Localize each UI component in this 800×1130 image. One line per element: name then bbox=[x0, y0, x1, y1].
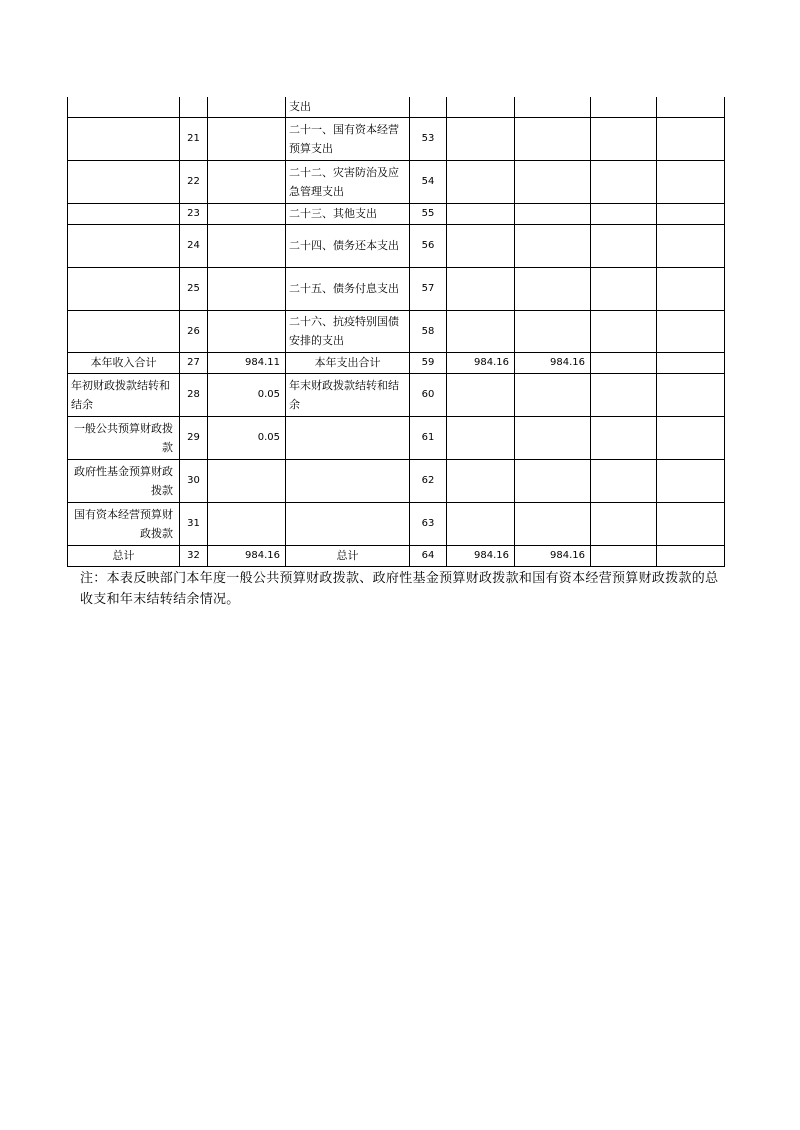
income-line-number: 22 bbox=[180, 160, 208, 203]
income-amount bbox=[208, 117, 286, 160]
table-row bbox=[68, 459, 725, 502]
table-row bbox=[68, 545, 725, 566]
income-item-label: 总计 bbox=[68, 545, 180, 566]
expense-total-amount bbox=[447, 267, 515, 310]
capital-budget-amount bbox=[657, 459, 725, 502]
general-budget-amount bbox=[515, 502, 591, 545]
expense-total-amount bbox=[447, 160, 515, 203]
table-row bbox=[68, 352, 725, 373]
expense-total-amount bbox=[447, 224, 515, 267]
expense-total-amount bbox=[447, 310, 515, 352]
expense-total-amount bbox=[447, 97, 515, 117]
general-budget-amount: 984.16 bbox=[515, 545, 591, 566]
expense-total-amount bbox=[447, 117, 515, 160]
table-row bbox=[68, 224, 725, 267]
income-line-number: 30 bbox=[180, 459, 208, 502]
income-amount bbox=[208, 160, 286, 203]
expense-line-number: 62 bbox=[410, 459, 447, 502]
income-amount bbox=[208, 459, 286, 502]
expense-item-label bbox=[286, 416, 410, 459]
general-budget-amount bbox=[515, 160, 591, 203]
table-row bbox=[68, 97, 725, 117]
income-amount: 984.16 bbox=[208, 545, 286, 566]
expense-line-number: 58 bbox=[410, 310, 447, 352]
capital-budget-amount bbox=[657, 267, 725, 310]
income-amount: 0.05 bbox=[208, 373, 286, 416]
income-line-number: 31 bbox=[180, 502, 208, 545]
expense-total-amount: 984.16 bbox=[447, 545, 515, 566]
income-amount bbox=[208, 224, 286, 267]
fund-budget-amount bbox=[591, 502, 657, 545]
income-item-label: 一般公共预算财政拨款 bbox=[68, 416, 180, 459]
income-item-label: 国有资本经营预算财政拨款 bbox=[68, 502, 180, 545]
capital-budget-amount bbox=[657, 97, 725, 117]
expense-line-number: 56 bbox=[410, 224, 447, 267]
capital-budget-amount bbox=[657, 352, 725, 373]
expense-line-number: 54 bbox=[410, 160, 447, 203]
income-amount bbox=[208, 203, 286, 224]
general-budget-amount bbox=[515, 459, 591, 502]
fund-budget-amount bbox=[591, 97, 657, 117]
fund-budget-amount bbox=[591, 203, 657, 224]
table-row bbox=[68, 117, 725, 160]
income-item-label: 年初财政拨款结转和结余 bbox=[68, 373, 180, 416]
general-budget-amount bbox=[515, 97, 591, 117]
fund-budget-amount bbox=[591, 160, 657, 203]
capital-budget-amount bbox=[657, 117, 725, 160]
expense-item-label: 二十二、灾害防治及应急管理支出 bbox=[286, 160, 410, 203]
capital-budget-amount bbox=[657, 502, 725, 545]
income-amount bbox=[208, 97, 286, 117]
general-budget-amount bbox=[515, 310, 591, 352]
income-line-number bbox=[180, 97, 208, 117]
income-line-number: 28 bbox=[180, 373, 208, 416]
capital-budget-amount bbox=[657, 224, 725, 267]
expense-item-label: 二十五、债务付息支出 bbox=[286, 267, 410, 310]
income-item-label bbox=[68, 267, 180, 310]
fund-budget-amount bbox=[591, 416, 657, 459]
table-row bbox=[68, 502, 725, 545]
income-amount bbox=[208, 267, 286, 310]
expense-line-number: 59 bbox=[410, 352, 447, 373]
expense-item-label: 二十四、债务还本支出 bbox=[286, 224, 410, 267]
general-budget-amount bbox=[515, 267, 591, 310]
table-row bbox=[68, 267, 725, 310]
expense-total-amount bbox=[447, 203, 515, 224]
general-budget-amount bbox=[515, 416, 591, 459]
fund-budget-amount bbox=[591, 267, 657, 310]
fund-budget-amount bbox=[591, 352, 657, 373]
income-amount bbox=[208, 310, 286, 352]
income-line-number: 26 bbox=[180, 310, 208, 352]
income-amount bbox=[208, 502, 286, 545]
income-amount: 0.05 bbox=[208, 416, 286, 459]
expense-line-number: 57 bbox=[410, 267, 447, 310]
expense-line-number bbox=[410, 97, 447, 117]
general-budget-amount bbox=[515, 203, 591, 224]
expense-item-label: 本年支出合计 bbox=[286, 352, 410, 373]
table-footnote: 注：本表反映部门本年度一般公共预算财政拨款、政府性基金预算财政拨款和国有资本经营预算财政拨款的总收支和年末结转结余情况。 bbox=[80, 571, 719, 607]
income-item-label bbox=[68, 117, 180, 160]
capital-budget-amount bbox=[657, 373, 725, 416]
fund-budget-amount bbox=[591, 117, 657, 160]
table-row bbox=[68, 310, 725, 352]
expense-total-amount bbox=[447, 459, 515, 502]
expense-total-amount bbox=[447, 416, 515, 459]
fund-budget-amount bbox=[591, 545, 657, 566]
expense-item-label: 年末财政拨款结转和结余 bbox=[286, 373, 410, 416]
expense-total-amount: 984.16 bbox=[447, 352, 515, 373]
general-budget-amount bbox=[515, 224, 591, 267]
expense-item-label bbox=[286, 502, 410, 545]
table-row bbox=[68, 160, 725, 203]
income-line-number: 29 bbox=[180, 416, 208, 459]
capital-budget-amount bbox=[657, 203, 725, 224]
income-amount: 984.11 bbox=[208, 352, 286, 373]
expense-line-number: 61 bbox=[410, 416, 447, 459]
income-item-label: 本年收入合计 bbox=[68, 352, 180, 373]
expense-line-number: 60 bbox=[410, 373, 447, 416]
income-item-label bbox=[68, 97, 180, 117]
expense-total-amount bbox=[447, 373, 515, 416]
expense-item-label bbox=[286, 459, 410, 502]
expense-item-label: 二十六、抗疫特别国债安排的支出 bbox=[286, 310, 410, 352]
expense-item-label: 支出 bbox=[286, 97, 410, 117]
table-row bbox=[68, 203, 725, 224]
table-row bbox=[68, 373, 725, 416]
income-line-number: 21 bbox=[180, 117, 208, 160]
expense-line-number: 55 bbox=[410, 203, 447, 224]
capital-budget-amount bbox=[657, 416, 725, 459]
income-line-number: 25 bbox=[180, 267, 208, 310]
capital-budget-amount bbox=[657, 160, 725, 203]
expense-total-amount bbox=[447, 502, 515, 545]
general-budget-amount bbox=[515, 117, 591, 160]
general-budget-amount: 984.16 bbox=[515, 352, 591, 373]
expense-line-number: 53 bbox=[410, 117, 447, 160]
fund-budget-amount bbox=[591, 459, 657, 502]
fiscal-appropriation-table bbox=[67, 97, 725, 567]
income-item-label bbox=[68, 310, 180, 352]
table-row bbox=[68, 416, 725, 459]
income-line-number: 24 bbox=[180, 224, 208, 267]
expense-item-label: 总计 bbox=[286, 545, 410, 566]
capital-budget-amount bbox=[657, 310, 725, 352]
fund-budget-amount bbox=[591, 224, 657, 267]
income-item-label bbox=[68, 203, 180, 224]
income-line-number: 23 bbox=[180, 203, 208, 224]
income-item-label bbox=[68, 224, 180, 267]
expense-item-label: 二十三、其他支出 bbox=[286, 203, 410, 224]
income-line-number: 27 bbox=[180, 352, 208, 373]
income-item-label bbox=[68, 160, 180, 203]
expense-item-label: 二十一、国有资本经营预算支出 bbox=[286, 117, 410, 160]
fund-budget-amount bbox=[591, 373, 657, 416]
fund-budget-amount bbox=[591, 310, 657, 352]
income-item-label: 政府性基金预算财政拨款 bbox=[68, 459, 180, 502]
income-line-number: 32 bbox=[180, 545, 208, 566]
capital-budget-amount bbox=[657, 545, 725, 566]
expense-line-number: 63 bbox=[410, 502, 447, 545]
expense-line-number: 64 bbox=[410, 545, 447, 566]
general-budget-amount bbox=[515, 373, 591, 416]
